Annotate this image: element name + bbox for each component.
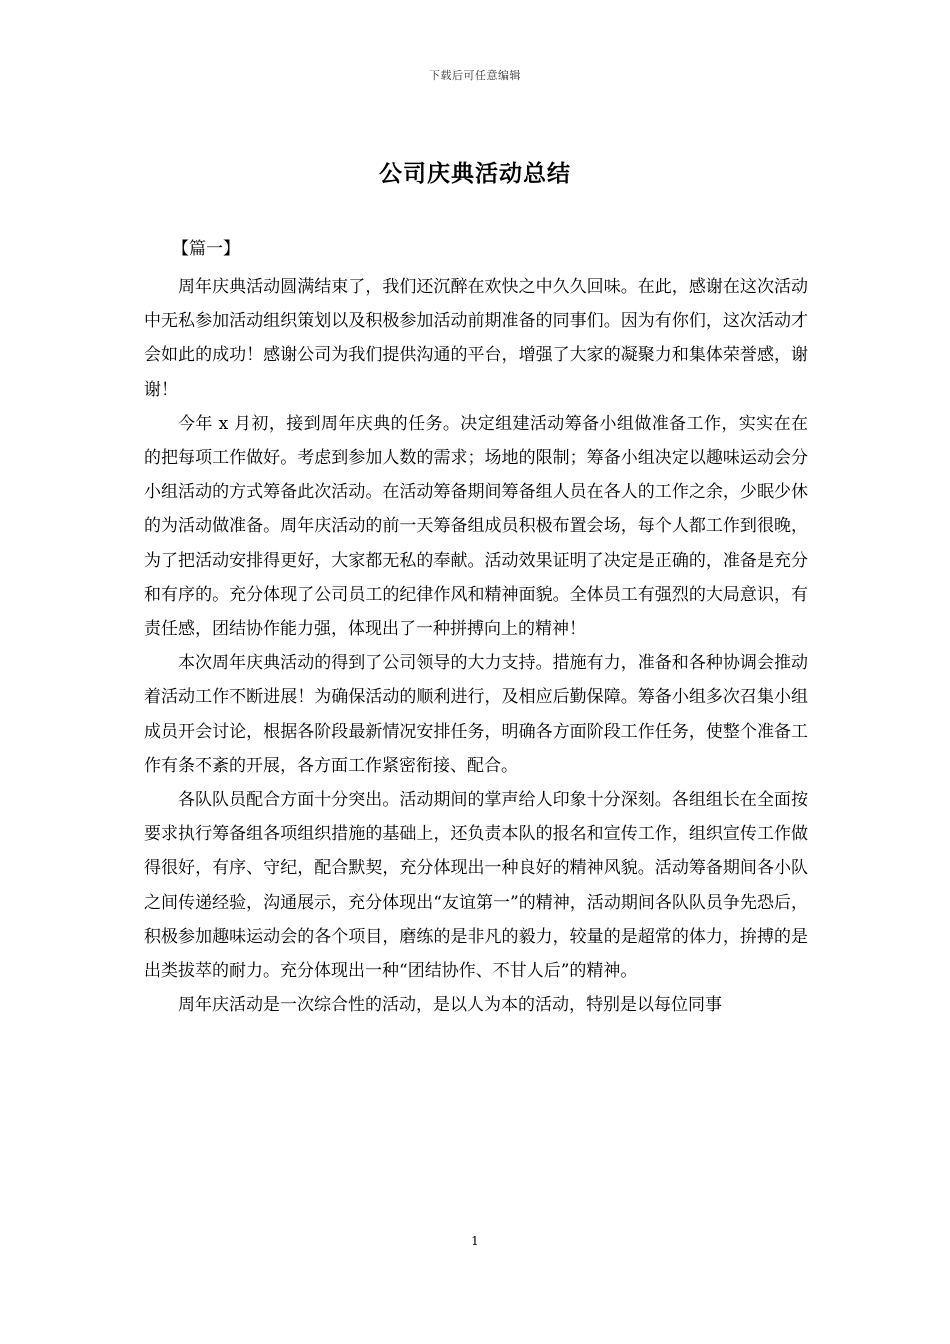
section-label: 【篇一】 (172, 239, 240, 259)
document-body (144, 270, 808, 1022)
paragraph-4: 各队队员配合方面十分突出。活动期间的掌声给人印象十分深刻。各组组长在全面按要求执行筹备组各项组织措施的基础上，还负责本队的报名和宣传工作，组织宣传工作做得很好，有序、守纪，配合默契，充分体现出一种良好的精神风貌。活动筹备期间各小队之间传递经验，沟通展示，充分体现出“友谊第一”的精神，活动期间各队队员争先恐后，积极参加趣味运动会的各个项目，磨练的是非凡的毅力，较量的是超常的体力，拚搏的是出类拔萃的耐力。充分体现出一种“团结协作、不甘人后”的精神。 (144, 790, 808, 982)
document-title: 公司庆典活动总结 (379, 160, 571, 187)
paragraph-2: 今年 x 月初，接到周年庆典的任务。决定组建活动筹备小组做准备工作，实实在在的把每项工作做好。考虑到参加人数的需求；场地的限制；筹备小组决定以趣味运动会分小组活动的方式筹备此次活动。在活动筹备期间筹备组人员在各人的工作之余，少眠少休的为活动做准备。周年庆活动的前一天筹备组成员积极布置会场，每个人都工作到很晚，为了把活动安排得更好，大家都无私的奉献。活动效果证明了决定是正确的，准备是充分和有序的。充分体现了公司员工的纪律作风和精神面貌。全体员工有强烈的大局意识，有责任感，团结协作能力强，体现出了一种拼搏向上的精神！ (144, 413, 808, 640)
paragraph-3: 本次周年庆典活动的得到了公司领导的大力支持。措施有力，准备和各种协调会推动着活动工作不断进展！为确保活动的顺利进行，及相应后勤保障。筹备小组多次召集小组成员开会讨论，根据各阶段最新情况安排任务，明确各方面阶段工作任务，使整个准备工作有条不紊的开展，各方面工作紧密衔接、配合。 (144, 653, 808, 776)
page-number: 1 (471, 1234, 479, 1248)
header-note: 下载后可任意编辑 (429, 69, 521, 82)
paragraph-1: 周年庆典活动圆满结束了，我们还沉醉在欢快之中久久回味。在此，感谢在这次活动中无私参加活动组织策划以及积极参加活动前期准备的同事们。因为有你们，这次活动才会如此的成功！感谢公司为我们提供沟通的平台，增强了大家的凝聚力和集体荣誉感，谢谢！ (144, 277, 808, 400)
paragraph-5: 周年庆活动是一次综合性的活动，是以人为本的活动，特别是以每位同事 (178, 995, 722, 1016)
